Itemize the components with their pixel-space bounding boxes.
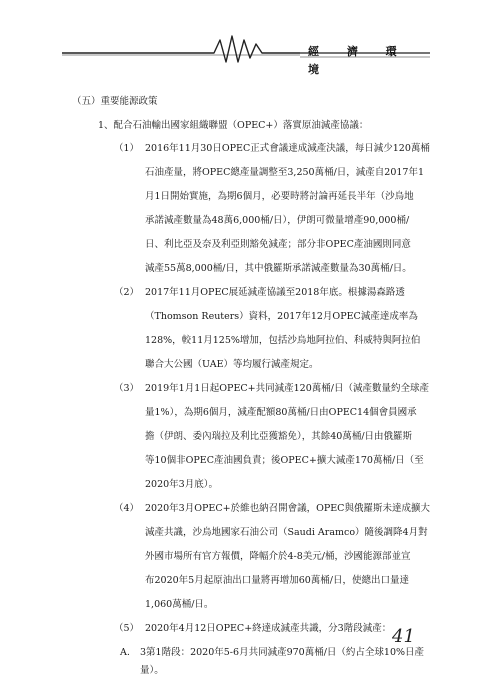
item-line: 2020年3月底）。 [145,479,218,490]
item-line: 等10個非OPEC產油國負責；後OPEC+擴大減產170萬桶/日（至 [145,455,424,466]
item-line: 量1%），為期6個月，減產配額80萬桶/日由OPEC14個會員國承 [145,407,417,418]
item-line: 2020年4月12日OPEC+終達成減產共識，分3階段減產： [145,623,392,634]
sub-heading: 1、配合石油輸出國家組織聯盟（OPEC+）落實原油減產協議： [98,120,369,131]
header-title: 經 濟 環 境 [308,45,409,76]
subitem-label: A. [120,647,130,658]
item-line: 擔（伊朗、委內瑞拉及利比亞獲豁免），其餘40萬桶/日由俄羅斯 [145,431,413,442]
item-line: 承諾減產數量為48萬6,000桶/日），伊朗可微量增產90,000桶/ [145,215,410,226]
item-number: （1） [114,143,140,154]
item-line: 2017年11月OPEC展延減產協議至2018年底。根據湯森路透 [145,287,405,298]
item-number: （5） [114,623,140,634]
item-line: 石油產量，將OPEC總產量調整至3,250萬桶/日，減產自2017年1 [145,167,425,178]
item-number: （4） [114,503,140,514]
item-number: （2） [114,287,140,298]
item-line: 2019年1月1日起OPEC+共同減產120萬桶/日（減產數量約全球產 [145,383,429,394]
item-line: 減產55萬8,000桶/日，其中俄羅斯承諾減產數量為30萬桶/日。 [145,263,412,274]
subitem-line: 量）。 [140,665,164,676]
page-number: 41 [392,626,415,647]
subitem-line: 3第1階段：2020年5-6月共同減產970萬桶/日（約占全球10%日產 [140,647,425,658]
item-line: 1,060萬桶/日。 [145,599,214,610]
section-heading: （五）重要能源政策 [72,96,158,107]
item-line: 2020年3月OPEC+於維也納召開會議，OPEC與俄羅斯未達成擴大 [145,503,430,514]
item-number: （3） [114,383,140,394]
item-line: 128%，較11月125%增加，包括沙烏地阿拉伯、科威特與阿拉伯 [145,335,421,346]
item-line: 布2020年5月起原油出口量將再增加60萬桶/日，使總出口量達 [145,575,410,586]
item-line: 外國市場所有官方報價，降幅介於4-8美元/桶，沙國能源部並宣 [145,551,411,562]
item-line: 月1日開始實施，為期6個月，必要時將討論再延長半年（沙烏地 [145,191,414,202]
item-line: 減產共識，沙烏地國家石油公司（Saudi Aramco）隨後調降4月對 [145,527,428,538]
item-line: 2016年11月30日OPEC正式會議達成減產決議，每日減少120萬桶 [145,143,430,154]
item-line: 聯合大公國（UAE）等均履行減產規定。 [145,359,319,370]
item-line: 日、利比亞及奈及利亞則豁免減產；部分非OPEC產油國則同意 [145,239,411,250]
item-line: （Thomson Reuters）資料，2017年12月OPEC減產達成率為 [145,311,418,322]
